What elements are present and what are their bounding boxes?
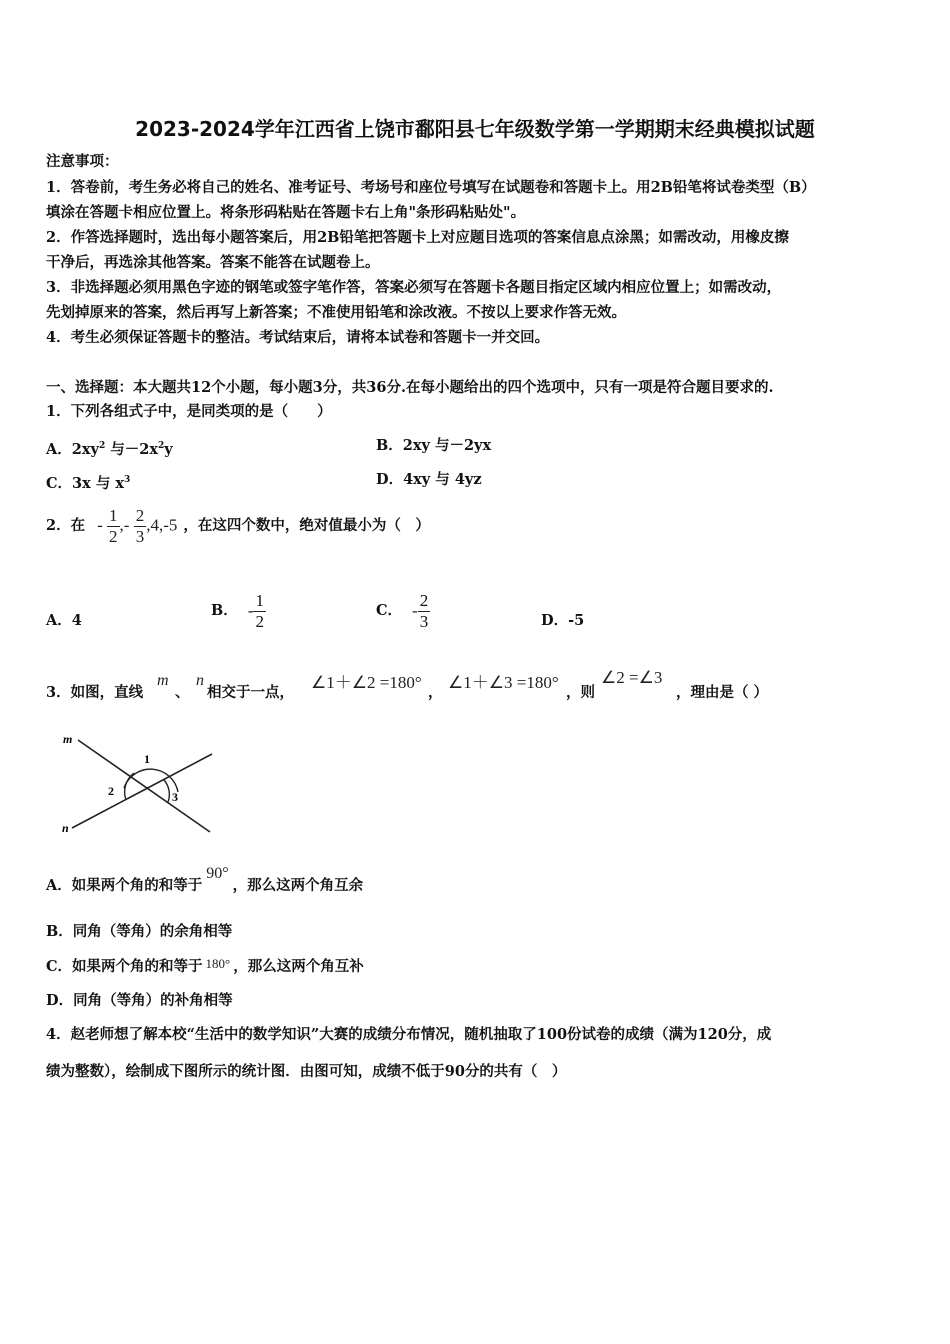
q3-comma: ， xyxy=(428,684,443,701)
label-2: 2 xyxy=(108,784,114,798)
q3-sep: 、 xyxy=(175,684,190,701)
line-n xyxy=(72,754,212,828)
angle-3-arc xyxy=(164,780,169,802)
notice-line: 1．答卷前，考生务必将自己的姓名、准考证号、考场号和座位号填写在试题卷和答题卡上。用2B铅笔将试卷类型（B） xyxy=(46,179,816,196)
label-3: 3 xyxy=(172,790,178,804)
fraction: $\frac{2}{3}$ xyxy=(135,505,145,546)
q3-then: ，则 xyxy=(566,684,595,701)
q3-eq1: ∠1＋∠2 =180° xyxy=(311,673,422,692)
q2-option-a: A．4 xyxy=(46,612,82,629)
q1-option-d: D．4xy 与 4yz xyxy=(376,471,482,488)
q1-option-b: B．2xy 与－2yx xyxy=(376,437,492,454)
label-1: 1 xyxy=(144,752,150,766)
q3-option-a: A．如果两个角的和等于90°，那么这两个角互余 xyxy=(46,865,364,894)
q3-option-b: B．同角（等角）的余角相等 xyxy=(46,923,233,940)
fraction: $\frac{2}{3}$ xyxy=(419,590,429,631)
q3-prefix: 3．如图，直线 xyxy=(46,684,144,701)
notice-line: 先划掉原来的答案，然后再写上新答案；不准使用铅笔和涂改液。不按以上要求作答无效。 xyxy=(46,304,626,321)
q4-stem-line2: 绩为整数），绘制成下图所示的统计图．由图可知，成绩不低于90分的共有（ ） xyxy=(46,1063,567,1080)
label-n: n xyxy=(62,821,69,835)
notice-line: 4．考生必须保证答题卡的整洁。考试结束后，请将本试卷和答题卡一并交回。 xyxy=(46,329,550,346)
notice-line: 填涂在答题卡相应位置上。将条形码粘贴在答题卡右上角"条形码粘贴处"。 xyxy=(46,204,526,221)
q3-var-n: n xyxy=(196,672,204,689)
label-m: m xyxy=(63,732,73,746)
notice-line: 3．非选择题必须用黑色字迹的钢笔或签字笔作答，答案必须写在答题卡各题目指定区域内相应位置上；如需改动， xyxy=(46,279,782,296)
fraction: $\frac{1}{2}$ xyxy=(255,590,264,631)
q2-option-c: C． - $\frac{2}{3}$ xyxy=(376,590,429,631)
q2-option-b: B． - $\frac{1}{2}$ xyxy=(211,590,264,631)
q4-stem-line1: 4．赵老师想了解本校“生活中的数学知识”大赛的成绩分布情况，随机抽取了100份试卷的成绩（满为120分，成 xyxy=(46,1026,772,1043)
q3-var-m: m xyxy=(157,672,169,689)
fraction: $\frac{1}{2}$ xyxy=(109,505,118,546)
q3-option-c: C．如果两个角的和等于 180° ，那么这两个角互补 xyxy=(46,956,364,975)
q1-option-c: C．3x 与 $x^3$ xyxy=(46,474,131,492)
intersecting-lines-figure xyxy=(60,728,220,838)
notice-line: 干净后，再选涂其他答案。答案不能答在试题卷上。 xyxy=(46,254,380,271)
angle-1-arc xyxy=(124,769,178,792)
q1-option-a: A．$2xy^2$ 与$-2x^2y$ xyxy=(46,440,173,458)
q3-option-d: D．同角（等角）的补角相等 xyxy=(46,992,233,1009)
notice-heading: 注意事项： xyxy=(46,153,119,170)
q3-mid: 相交于一点， xyxy=(207,684,294,701)
q2-number-list: - $\frac{1}{2}$ ,- $\frac{2}{3}$ ,4,-5 xyxy=(97,505,178,546)
q1-stem: 1．下列各组式子中，是同类项的是（ ） xyxy=(46,403,332,420)
q2-stem: 2．在 - $\frac{1}{2}$ ,- $\frac{2}{3}$ ,4,-5 ，在这四个数中，绝对值最小为（ ） xyxy=(46,505,430,546)
q2-option-d: D．-5 xyxy=(541,612,585,629)
q3-suffix: ，理由是（ ） xyxy=(676,684,769,701)
q3-eq2: ∠1＋∠3 =180° xyxy=(448,673,559,692)
section-heading: 一、选择题：本大题共12个小题，每小题3分，共36分.在每小题给出的四个选项中，只有一项是符合题目要求的. xyxy=(46,379,774,396)
notice-line: 2．作答选择题时，选出每小题答案后，用2B铅笔把答题卡上对应题目选项的答案信息点涂黑；如需改动，用橡皮擦 xyxy=(46,229,789,246)
q3-eq3: ∠2 =∠3 xyxy=(601,668,663,687)
page-title: 2023-2024学年江西省上饶市鄱阳县七年级数学第一学期期末经典模拟试题 xyxy=(135,117,815,141)
